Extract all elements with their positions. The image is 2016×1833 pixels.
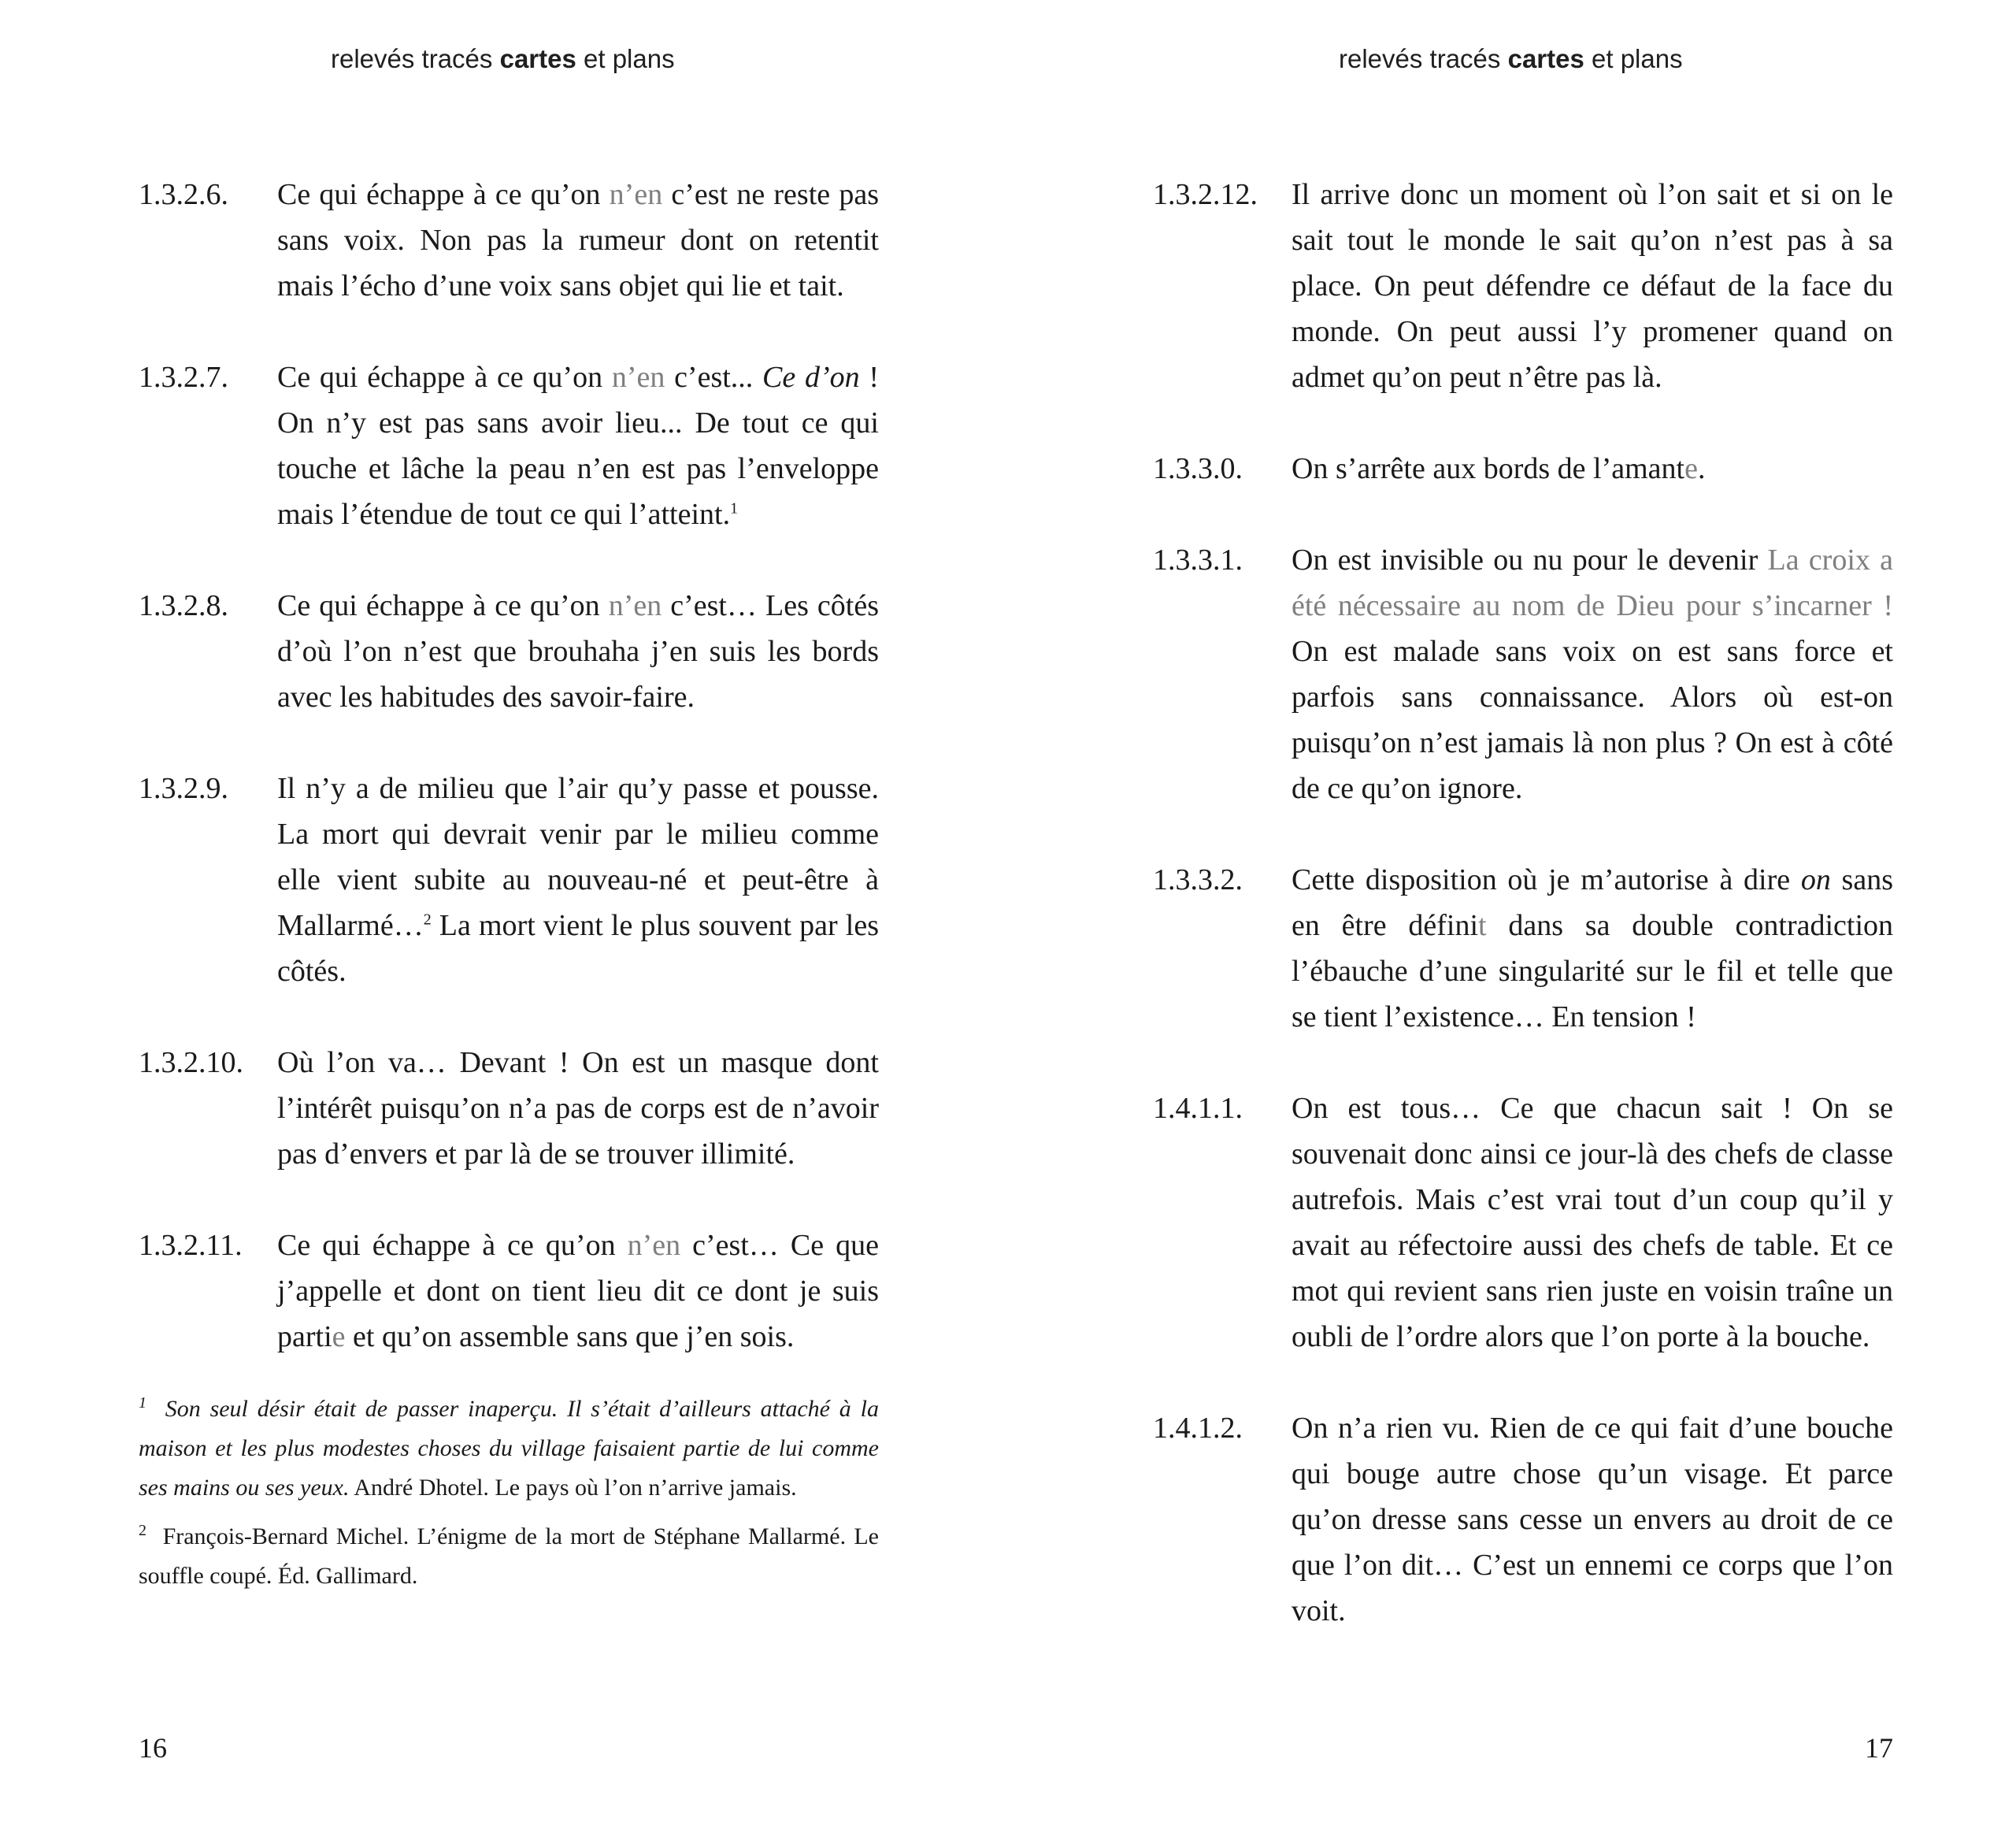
running-head-text: et plans xyxy=(576,44,675,73)
paragraph-text: On est tous… Ce que chacun sait ! On se souvenait donc ainsi ce jour-là des chefs de classe autrefois. Mais c’est vrai tout d’un coup qu’il y avait au réfectoire aussi des chefs de table. Et ce mot qui revient sans rien juste en voisin traîne un oubli de l’ordre alors que l’on porte à la bouche. xyxy=(1292,1092,1893,1353)
paragraph-text: Cette disposition où je m’autorise à dire on sans en être définit dans sa double contradiction l’ébauche d’une singularité sur le fil et telle que se tient l’existence… En tension ! xyxy=(1292,863,1894,1033)
paragraph-entry xyxy=(1153,446,1893,492)
grey-text: t xyxy=(1478,909,1487,942)
paragraph-text: On s’arrête aux bords de l’amante. xyxy=(1292,452,1706,485)
footnote xyxy=(139,1390,879,1508)
paragraph-entry xyxy=(139,766,879,994)
paragraph-number: 1.3.2.10. xyxy=(139,1046,243,1079)
italic-text: on xyxy=(1800,863,1831,896)
grey-text: e xyxy=(332,1320,346,1353)
paragraph-entry xyxy=(1153,857,1893,1040)
paragraph-text: Ce qui échappe à ce qu’on n’en c’est… Les côtés d’où l’on n’est que brouhaha j’en suis les bords avec les habitudes des savoir-faire. xyxy=(277,589,879,714)
paragraph-number: 1.3.3.0. xyxy=(1153,452,1243,485)
paragraph-number: 1.3.2.8. xyxy=(139,589,228,622)
paragraph-text: Où l’on va… Devant ! On est un masque dont l’intérêt puisqu’on n’a pas de corps est de n’avoir pas d’envers et par là de se trouver illimité. xyxy=(277,1046,879,1171)
footnote-ref: 1 xyxy=(730,499,739,518)
footnote-source: André Dhotel. Le pays où l’on n’arrive jamais. xyxy=(349,1475,797,1501)
paragraph-entry xyxy=(139,172,879,309)
paragraph-number: 1.3.2.6. xyxy=(139,178,228,211)
paragraph-entry xyxy=(1153,1405,1893,1634)
footnote-mark: 2 xyxy=(139,1522,146,1539)
paragraph-entry xyxy=(1153,172,1893,400)
paragraph-text: Ce qui échappe à ce qu’on n’en c’est... Ce d’on ! On n’y est pas sans avoir lieu... De tout ce qui touche et lâche la peau n’en est pas l’enveloppe mais l’étendue de tout ce qui l’atteint.$^1$ xyxy=(277,361,879,531)
paragraph-entry xyxy=(139,1040,879,1177)
footnote-source: François-Bernard Michel. L’énigme de la mort de Stéphane Mallarmé. Le souffle coupé. Éd. Gallimard. xyxy=(139,1523,879,1589)
paragraph-entry xyxy=(1153,537,1893,811)
paragraph-entry xyxy=(139,354,879,537)
italic-text: Ce d’on xyxy=(762,361,860,394)
grey-text: La croix a été nécessaire au nom de Dieu pour s’incarner ! xyxy=(1292,544,1894,622)
grey-text: n’en xyxy=(609,178,663,211)
running-head-bold: cartes xyxy=(499,44,576,73)
page-number: 17 xyxy=(1865,1732,1893,1764)
paragraph-text: Ce qui échappe à ce qu’on n’en c’est… Ce que j’appelle et dont on tient lieu dit ce dont je suis partie et qu’on assemble sans que j’en sois. xyxy=(277,1229,879,1353)
paragraph-number: 1.4.1.2. xyxy=(1153,1412,1243,1445)
page-body xyxy=(1153,172,1893,1679)
running-head-text: et plans xyxy=(1584,44,1683,73)
footnote-ref: 2 xyxy=(423,911,432,929)
paragraph-text: Ce qui échappe à ce qu’on n’en c’est ne reste pas sans voix. Non pas la rumeur dont on retentit mais l’écho d’une voix sans objet qui lie et tait. xyxy=(277,178,879,302)
running-head-text: relevés tracés xyxy=(1339,44,1508,73)
right-page xyxy=(1008,0,2016,1833)
page-body xyxy=(139,172,879,1605)
grey-text: n’en xyxy=(608,589,662,622)
paragraph-number: 1.3.3.2. xyxy=(1153,863,1243,896)
footnotes xyxy=(139,1390,879,1596)
paragraph-entry xyxy=(1153,1085,1893,1360)
paragraph-entry xyxy=(139,1223,879,1360)
paragraph-text: Il arrive donc un moment où l’on sait et si on le sait tout le monde le sait qu’on n’est pas à sa place. On peut défendre ce défaut de la face du monde. On peut aussi l’y promener quand on admet qu’on peut n’être pas là. xyxy=(1292,178,1893,394)
running-head-bold: cartes xyxy=(1507,44,1584,73)
paragraph-text: Il n’y a de milieu que l’air qu’y passe et pousse. La mort qui devrait venir par le milieu comme elle vient subite au nouveau-né et peut-être à Mallarmé…$^2$ La mort vient le plus souvent par les côtés. xyxy=(277,772,879,988)
footnote-mark: 1 xyxy=(139,1394,146,1412)
paragraph-number: 1.3.2.7. xyxy=(139,361,228,394)
running-head xyxy=(331,44,1008,74)
paragraph-entry xyxy=(139,583,879,720)
footnote xyxy=(139,1517,879,1596)
paragraph-number: 1.3.2.11. xyxy=(139,1229,243,1262)
paragraph-text: On n’a rien vu. Rien de ce qui fait d’une bouche qui bouge autre chose qu’un visage. Et parce qu’on dresse sans cesse un envers au droit de ce que l’on dit… C’est un ennemi ce corps que l’on voit. xyxy=(1292,1412,1893,1627)
page-number: 16 xyxy=(139,1732,167,1764)
running-head xyxy=(1339,44,2016,74)
footnote-quote: Son seul désir était de passer inaperçu. Il s’était d’ailleurs attaché à la maison et les plus modestes choses du village faisaient partie de lui comme ses mains ou ses yeux. xyxy=(139,1396,879,1501)
grey-text: n’en xyxy=(611,361,665,394)
grey-text: n’en xyxy=(627,1229,681,1262)
paragraph-text: On est invisible ou nu pour le devenir La croix a été nécessaire au nom de Dieu pour s’incarner ! On est malade sans voix on est sans force et parfois sans connaissance. Alors où est-on puisqu’on n’est jamais là non plus ? On est à côté de ce qu’on ignore. xyxy=(1292,544,1894,805)
running-head-text: relevés tracés xyxy=(331,44,500,73)
grey-text: e xyxy=(1684,452,1698,485)
paragraph-number: 1.4.1.1. xyxy=(1153,1092,1243,1125)
paragraph-number: 1.3.3.1. xyxy=(1153,544,1243,577)
paragraph-number: 1.3.2.12. xyxy=(1153,178,1258,211)
paragraph-number: 1.3.2.9. xyxy=(139,772,228,805)
